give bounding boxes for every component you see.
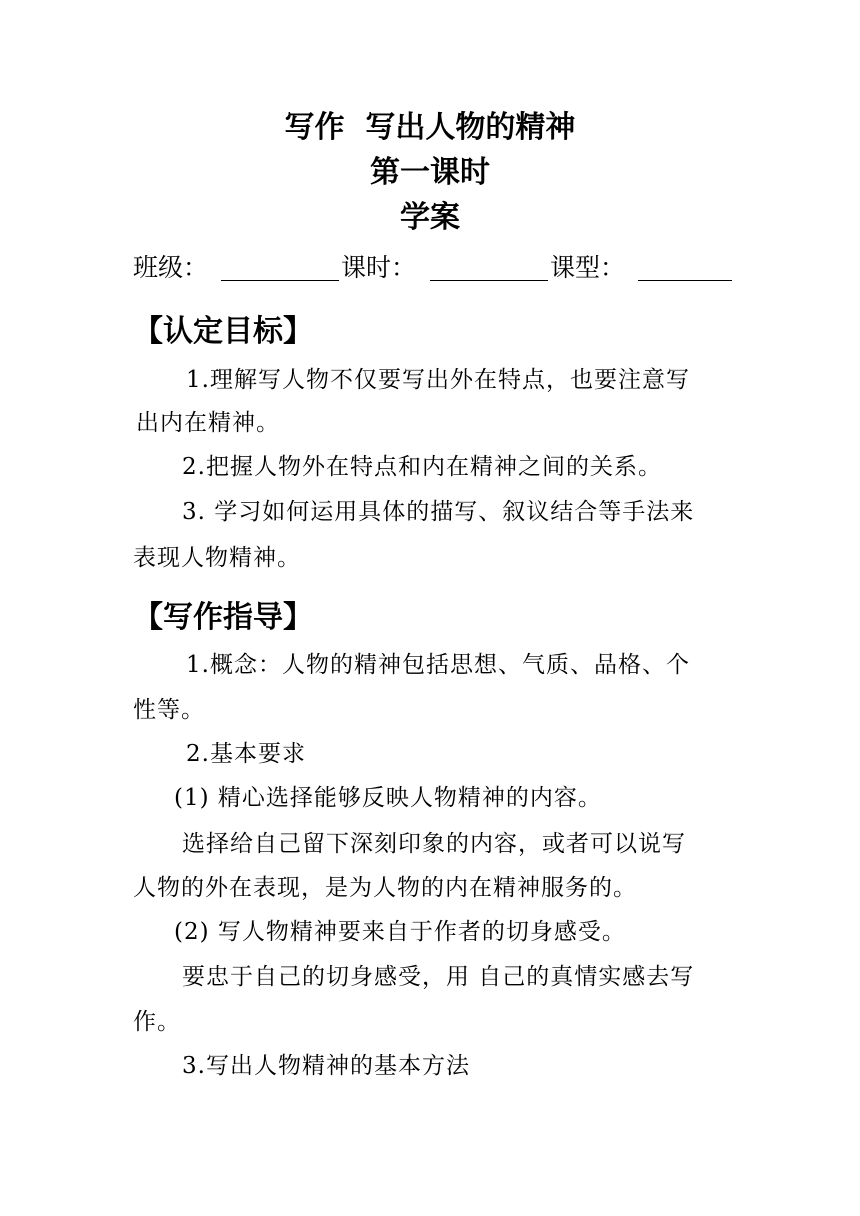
period-label: 课时： (341, 253, 417, 282)
class-label: 班级： (133, 253, 209, 282)
guide-concept-line-2: 性等。 (133, 697, 205, 723)
goals-heading: 【认定目标】 (133, 314, 313, 349)
document-type: 学案 (400, 200, 460, 235)
class-blank (221, 280, 339, 281)
guide-requirement-1-desc-line-1: 选择给自己留下深刻印象的内容，或者可以说写 (182, 831, 686, 857)
guide-basic-methods: 3.写出人物精神的基本方法 (182, 1053, 470, 1079)
type-label: 课型： (550, 253, 626, 282)
guide-requirement-2-desc-line-1: 要忠于自己的切身感受，用 自己的真情实感去写 (182, 964, 695, 990)
goal-3-line-1: 3. 学习如何运用具体的描写、叙议结合等手法来 (182, 499, 695, 525)
info-row (133, 246, 733, 290)
period-blank (430, 280, 548, 281)
guide-basic-requirements: 2.基本要求 (186, 741, 306, 767)
document-title: 写作 写出人物的精神 (284, 110, 576, 145)
goal-1-line-1: 1.理解写人物不仅要写出外在特点，也要注意写 (186, 367, 690, 393)
guide-requirement-2-desc-line-2: 作。 (133, 1009, 181, 1035)
goal-2: 2.把握人物外在特点和内在精神之间的关系。 (182, 454, 662, 480)
guide-heading: 【写作指导】 (133, 600, 313, 635)
guide-requirement-1-desc-line-2: 人物的外在表现，是为人物的内在精神服务的。 (133, 875, 637, 901)
lesson-subtitle: 第一课时 (370, 155, 490, 190)
guide-requirement-1: (1) 精心选择能够反映人物精神的内容。 (174, 785, 602, 811)
type-blank (638, 280, 732, 281)
guide-concept-line-1: 1.概念：人物的精神包括思想、气质、品格、个 (186, 652, 690, 678)
goal-3-line-2: 表现人物精神。 (133, 545, 301, 571)
guide-requirement-2: (2) 写人物精神要来自于作者的切身感受。 (174, 919, 626, 945)
goal-1-line-2: 出内在精神。 (136, 410, 280, 436)
